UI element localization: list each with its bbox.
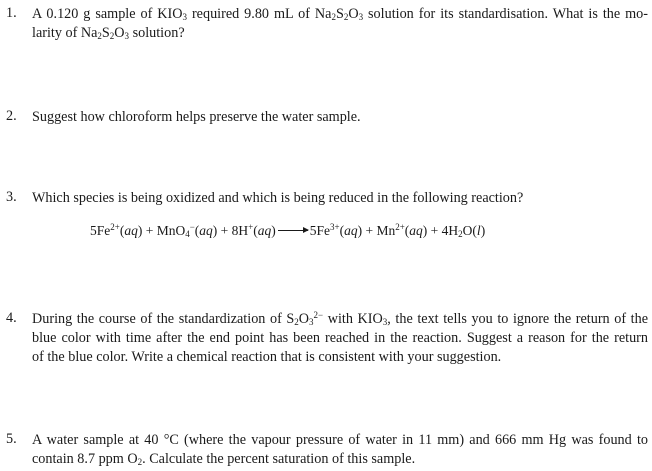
question-text: Suggest how chloroform helps preserve the water sample. (32, 109, 361, 125)
question-text: A water sample at 40 °C (where the vapour pressure of water in 11 mm) and 666 mm Hg was found to contain 8.7 ppm $O_2$. Calculate the percent saturation of this sample. (32, 432, 648, 467)
question-number: 2. (6, 108, 17, 124)
question-number: 1. (6, 5, 17, 21)
question-text: During the course of the standardization of $S_2O_3^{2-}$ with $KIO_3$, the text tells you to ignore the return of the blue color with time after the end point has been reached in the reaction. Suggest a reason for the return of the blue color. Write a chemical reaction that is consistent with your suggestion. (32, 310, 648, 365)
question-text (32, 5, 648, 43)
question-number: 3. (6, 189, 17, 205)
question-line: A 0.120 g sample of $KIO_3$ required 9.80 mL of $Na_2S_2O_3$ solution for its standardisation. What is the mo- (32, 6, 648, 22)
reaction-arrow-icon (278, 230, 308, 231)
question-number: 5. (6, 431, 17, 447)
question-text: Which species is being oxidized and which is being reduced in the following reaction? (32, 190, 524, 206)
question-line: larity of $Na_2S_2O_3$ solution? (32, 25, 185, 41)
redox-equation: $5Fe^{2+}(aq) + MnO_4^-(aq) + 8H^+(aq) 5Fe^{3+}(aq) + Mn^{2+}(aq) + 4H_2O(l)$ (90, 222, 486, 239)
question-number: 4. (6, 310, 17, 326)
